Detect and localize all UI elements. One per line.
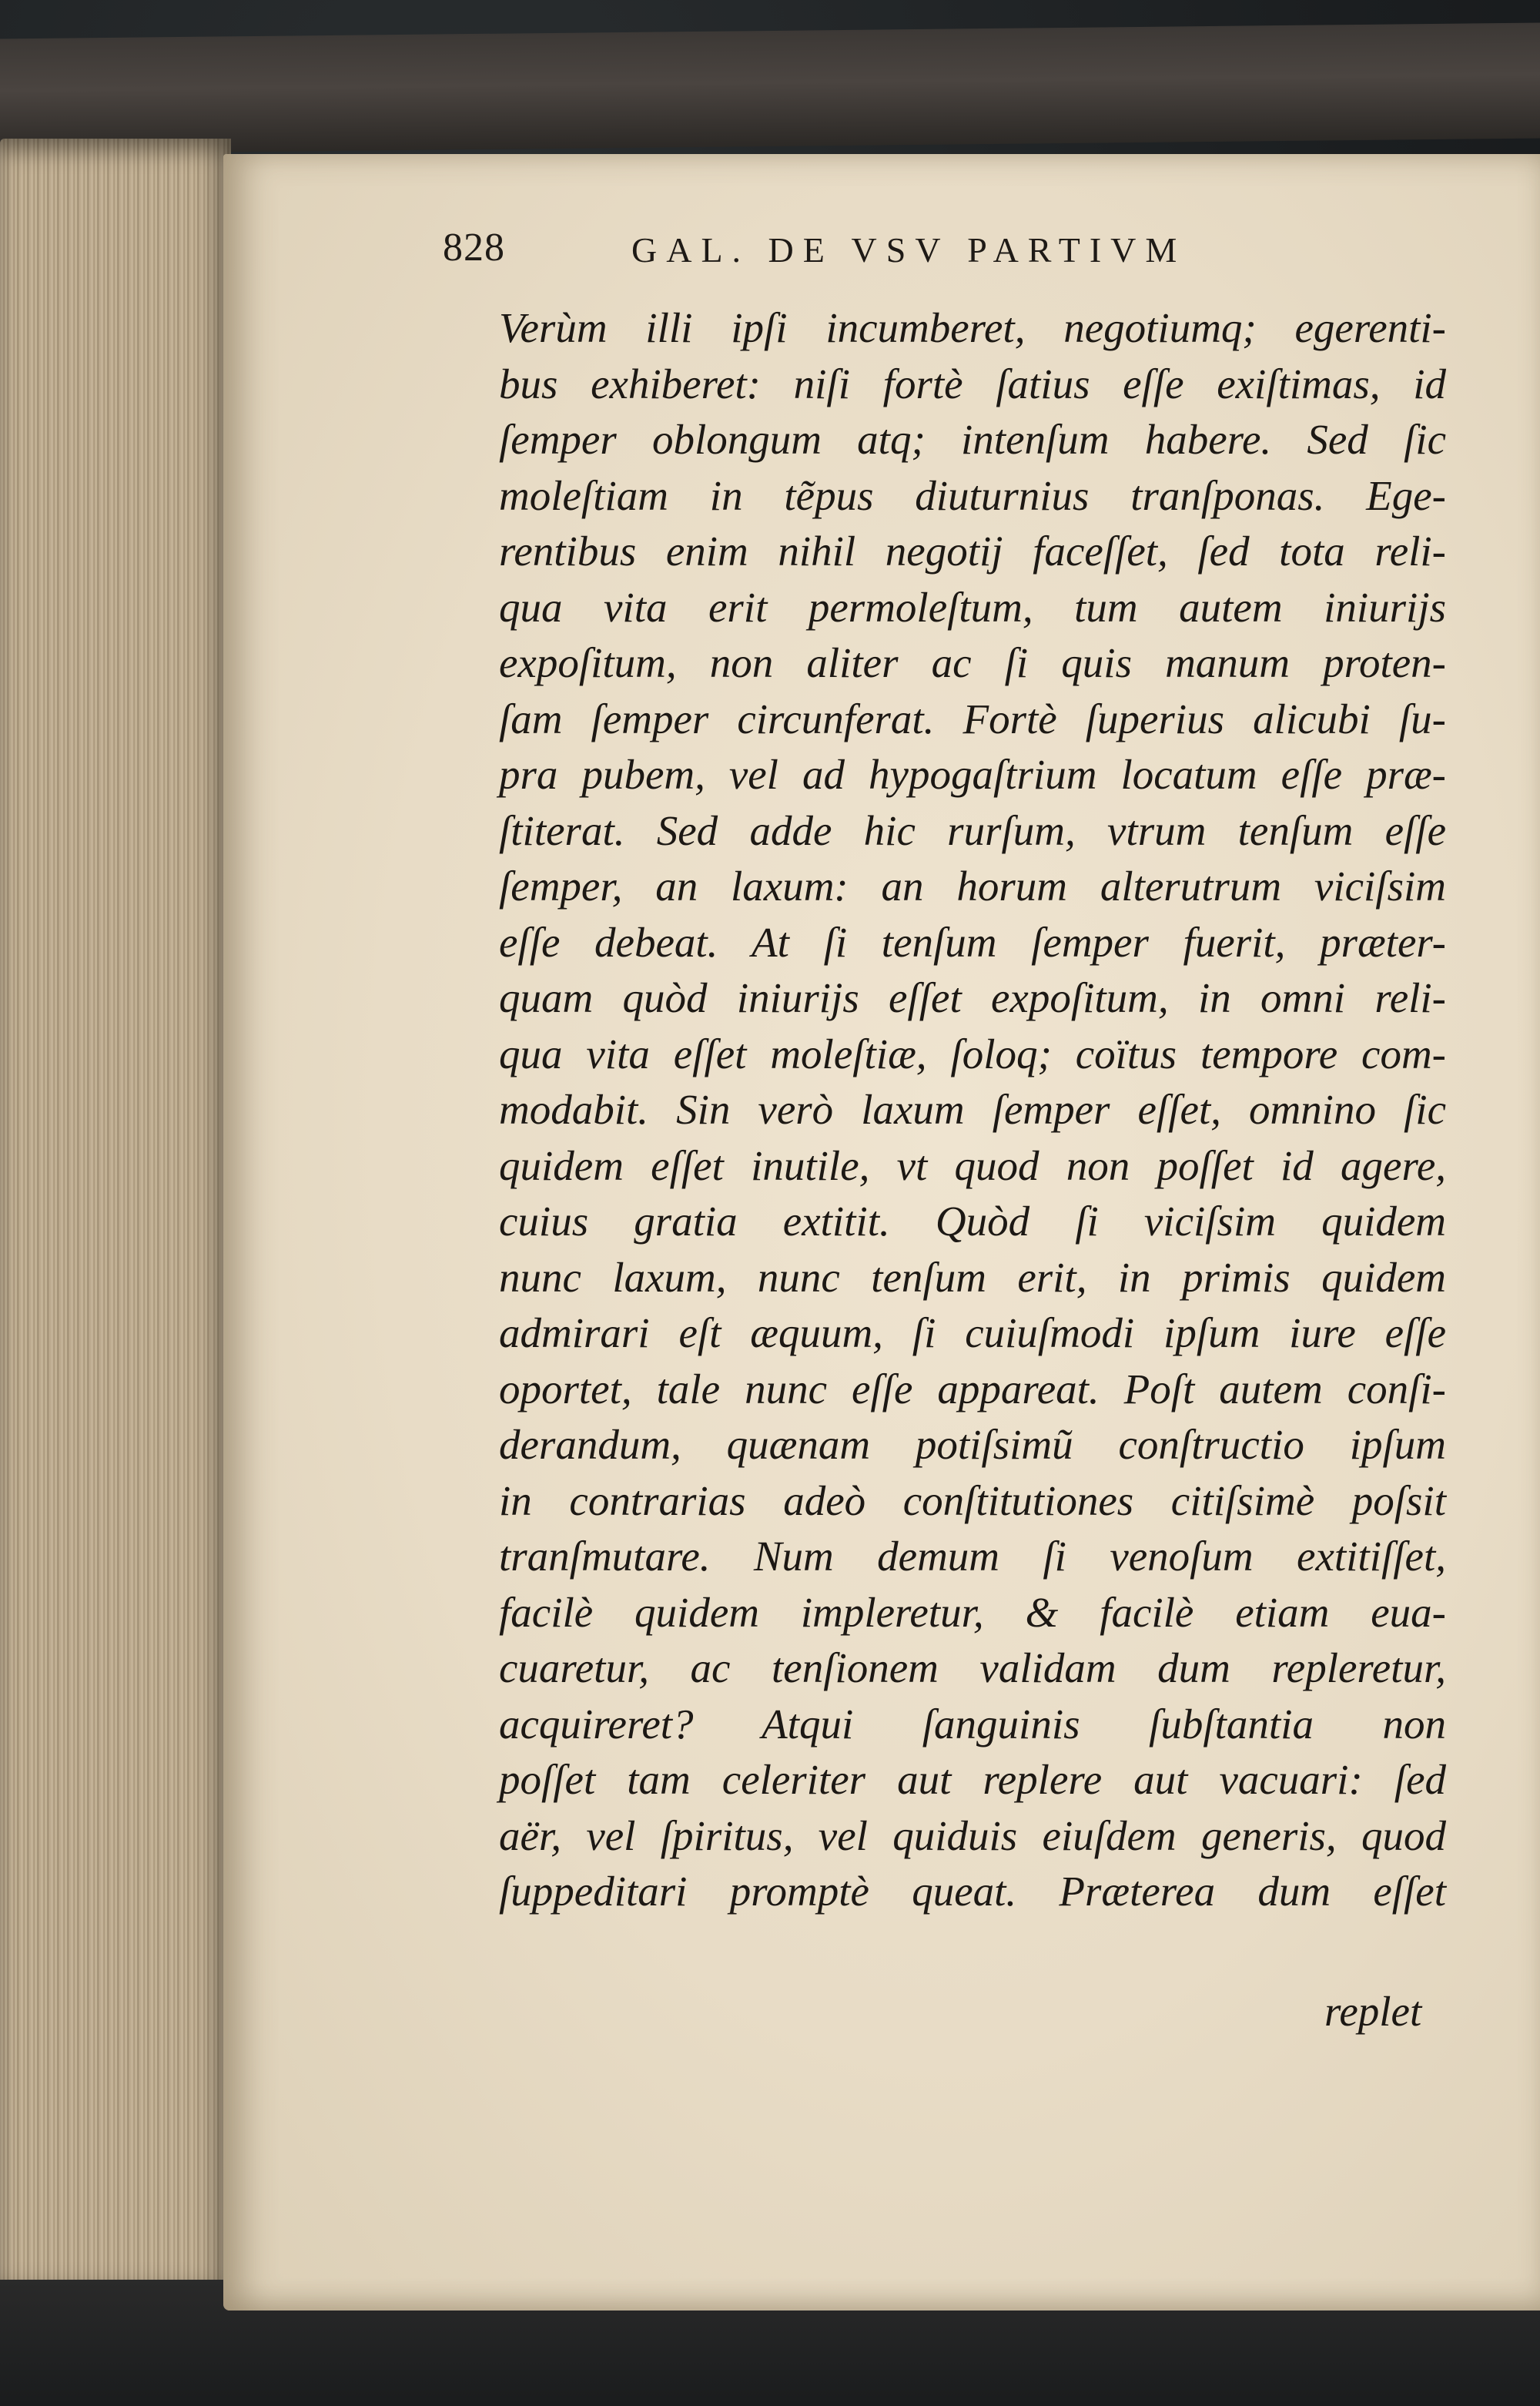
top-board — [0, 23, 1540, 155]
text-line: poſſet tam celeriter aut replere aut vacuari: ſed — [499, 1756, 1446, 1803]
text-line: ſemper oblongum atq; intenſum habere. Sed ſic — [499, 416, 1446, 463]
text-line: cuius gratia extitit. Quòd ſi viciſsim quidem — [499, 1198, 1446, 1245]
text-line: bus exhiberet: niſi fortè ſatius eſſe exiſtimas, id — [499, 360, 1446, 407]
text-line: ſemper, an laxum: an horum alterutrum viciſsim — [499, 863, 1446, 910]
text-line: quidem eſſet inutile, vt quod non poſſet id agere, — [499, 1141, 1446, 1189]
text-line: qua vita erit permoleſtum, tum autem iniurijs — [499, 583, 1446, 631]
text-line: aër, vel ſpiritus, vel quiduis eiuſdem generis, quod — [499, 1811, 1446, 1859]
text-line: oportet, tale nunc eſſe appareat. Poſt autem conſi- — [499, 1365, 1446, 1412]
text-line: ſtiterat. Sed adde hic rurſum, vtrum tenſum eſſe — [499, 806, 1446, 854]
text-line: in contrarias adeò conſtitutiones citiſsimè poſsit — [499, 1476, 1446, 1524]
text-line: moleſtiam in tẽpus diuturnius tranſponas. Ege- — [499, 471, 1446, 519]
text-line: ſam ſemper circunferat. Fortè ſuperius alicubi ſu- — [499, 695, 1446, 742]
text-line: Verùm illi ipſi incumberet, negotiumq; egerenti- — [499, 304, 1446, 351]
running-title: GAL. DE VSV PARTIVM — [631, 230, 1187, 270]
page-header — [443, 225, 1444, 279]
text-line: eſſe debeat. At ſi tenſum ſemper fuerit, præter- — [499, 918, 1446, 966]
text-line: expoſitum, non aliter ac ſi quis manum proten- — [499, 639, 1446, 686]
page-number: 828 — [443, 226, 505, 270]
text-line: nunc laxum, nunc tenſum erit, in primis quidem — [499, 1253, 1446, 1301]
text-line: derandum, quænam potiſsimũ conſtructio ipſum — [499, 1421, 1446, 1468]
catchword: replet — [1324, 1988, 1422, 2035]
text-line: quam quòd iniurijs eſſet expoſitum, in omni reli- — [499, 974, 1446, 1021]
text-line: tranſmutare. Num demum ſi venoſum extitiſſet, — [499, 1533, 1446, 1580]
text-line: acquireret? Atqui ſanguinis ſubſtantia non — [499, 1700, 1446, 1748]
text-block — [499, 300, 1446, 1920]
text-line: qua vita eſſet moleſtiæ, ſoloq; coïtus tempore com- — [499, 1030, 1446, 1077]
text-line: cuaretur, ac tenſionem validam dum repleretur, — [499, 1644, 1446, 1691]
text-line: facilè quidem impleretur, & facilè etiam eua- — [499, 1588, 1446, 1636]
book-page-edges — [0, 139, 231, 2287]
text-line: admirari eſt æquum, ſi cuiuſmodi ipſum iure eſſe — [499, 1309, 1446, 1356]
text-line: ſuppeditari promptè queat. Præterea dum eſſet — [499, 1868, 1446, 1915]
text-line: rentibus enim nihil negotij faceſſet, ſed tota reli- — [499, 528, 1446, 575]
text-line: pra pubem, vel ad hypogaſtrium locatum eſſe præ- — [499, 751, 1446, 798]
text-line: modabit. Sin verò laxum ſemper eſſet, omnino ſic — [499, 1086, 1446, 1133]
